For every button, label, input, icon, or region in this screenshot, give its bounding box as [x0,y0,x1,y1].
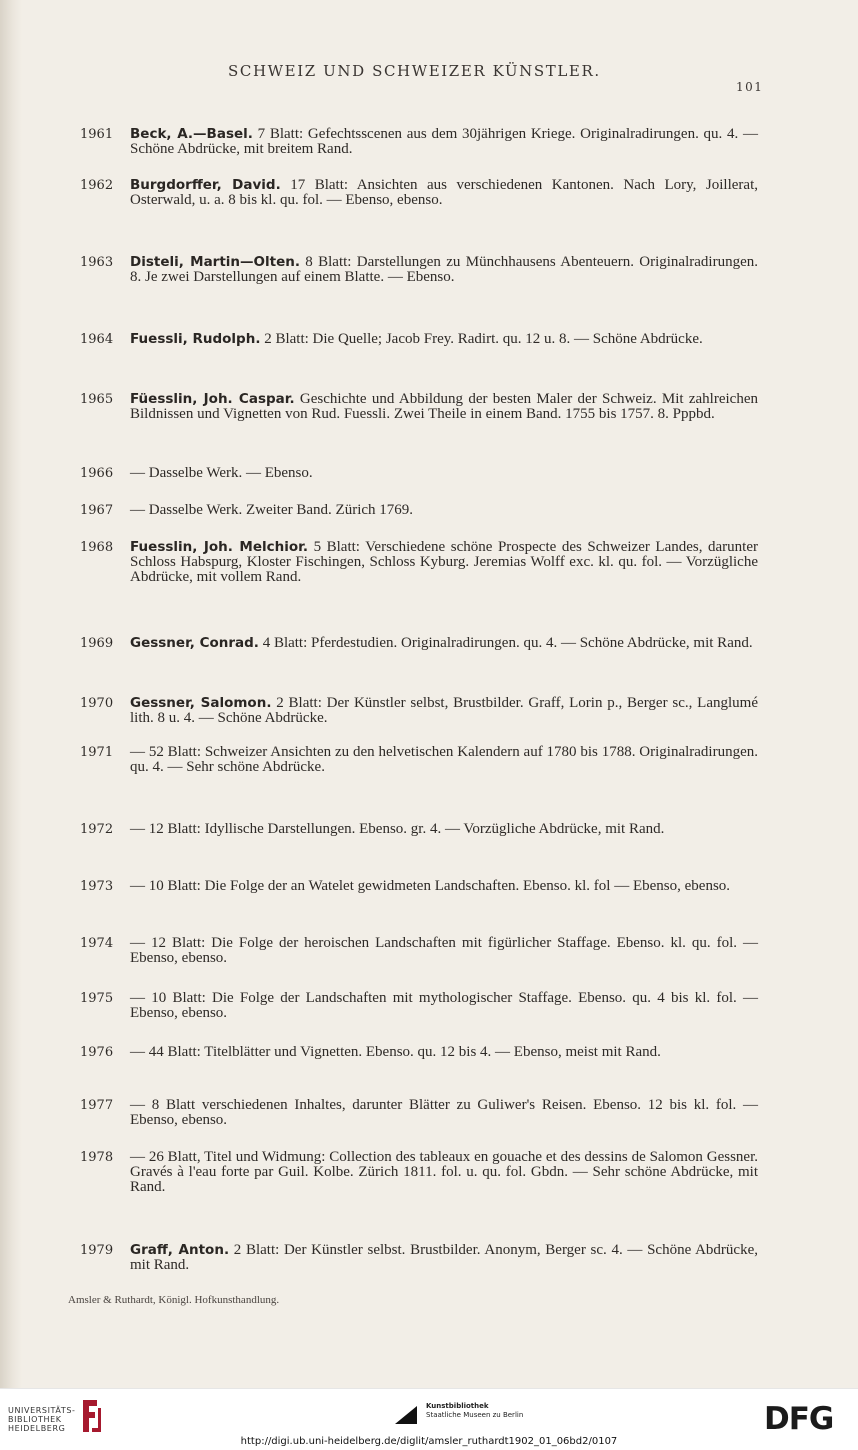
entry-name: Gessner, Salomon. [130,695,272,711]
entry-text [130,178,758,208]
entry-number: 1977 [80,1098,114,1113]
entry-name: Füesslin, Joh. Caspar. [130,391,295,407]
dfg-logo: DFG [764,1401,834,1437]
entry-number: 1974 [80,936,114,951]
entry-number: 1964 [80,332,114,347]
entry-description: 2 Blatt: Die Quelle; Jacob Frey. Radirt. qu. 12 u. 8. — Schöne Abdrücke. [260,331,703,347]
entry-description: 8 Blatt: Darstellungen zu Münchhausens Abenteuern. Originalradirungen. 8. Je zwei Darstellungen auf einem Blatte. — Ebenso. [130,254,758,285]
entry-text [130,822,758,837]
entry-description: — 44 Blatt: Titelblätter und Vignetten. Ebenso. qu. 12 bis 4. — Ebenso, meist mit Rand. [130,1044,661,1060]
entry-description: — 10 Blatt: Die Folge der Landschaften mit mythologischer Staffage. Ebenso. qu. 4 bis kl. fol. — Ebenso, ebenso. [130,990,758,1021]
entry-number: 1971 [80,745,114,760]
entry-number: 1978 [80,1150,114,1165]
running-header [0,62,858,94]
entry-text [130,1098,758,1128]
entry-text [130,745,758,775]
entry-text [130,991,758,1021]
entry-text [130,255,758,285]
entry-number: 1975 [80,991,114,1006]
entry-number: 1969 [80,636,114,651]
entry-name: Gessner, Conrad. [130,635,259,651]
entry-text [130,879,758,894]
entry-text [130,466,758,481]
entry-text [130,127,758,157]
entry-number: 1966 [80,466,114,481]
running-title: SCHWEIZ UND SCHWEIZER KÜNSTLER. [228,62,601,80]
entry-description: — 8 Blatt verschiedenen Inhaltes, darunter Blätter zu Guliwer's Reisen. Ebenso. 12 bis kl. fol. — Ebenso, ebenso. [130,1097,758,1128]
entry-description: 4 Blatt: Pferdestudien. Originalradirungen. qu. 4. — Schöne Abdrücke, mit Rand. [258,635,753,651]
entry-description: — 12 Blatt: Die Folge der heroischen Landschaften mit figürlicher Staffage. Ebenso. kl. qu. fol. — Ebenso, ebenso. [130,935,758,966]
entry-text [130,540,758,585]
university-logo-icon [80,1398,102,1434]
entry-description: 17 Blatt: Ansichten aus verschiedenen Kantonen. Nach Lory, Joillerat, Osterwald, u. a. 8 bis kl. qu. fol. — Ebenso, ebenso. [130,177,758,208]
entry-name: Fuesslin, Joh. Melchior. [130,539,309,555]
entry-number: 1965 [80,392,114,407]
kb-subtitle: Staatliche Museen zu Berlin [426,1411,524,1419]
kunstbibliothek-logo-icon [393,1404,419,1426]
entry-name: Fuessli, Rudolph. [130,331,261,347]
entry-text [130,392,758,422]
page-spine-shadow [0,0,22,1388]
university-line: UNIVERSITÄTS- [8,1406,76,1415]
entry-description: 5 Blatt: Verschiedene schöne Prospecte des Schweizer Landes, darunter Schloss Habspurg, Kloster Fischingen, Schloss Kyburg. Jeremias Wolff exc. kl. qu. fol. — Vorzügliche Abdrücke, mit vollem Rand. [130,539,758,585]
entry-number: 1962 [80,178,114,193]
entry-name: Beck, A.—Basel. [130,126,253,142]
entry-number: 1970 [80,696,114,711]
entry-number: 1961 [80,127,114,142]
entry-description: Geschichte und Abbildung der besten Maler der Schweiz. Mit zahlreichen Bildnissen und Vignetten von Rud. Fuessli. Zwei Theile in einem Band. 1755 bis 1757. 8. Pppbd. [130,391,758,422]
entry-description: — 10 Blatt: Die Folge der an Watelet gewidmeten Landschaften. Ebenso. kl. fol — Ebenso, ebenso. [130,878,731,894]
entry-number: 1976 [80,1045,114,1060]
entry-name: Disteli, Martin—Olten. [130,254,300,270]
publisher-footer: Amsler & Ruthardt, Königl. Hofkunsthandlung. [68,1294,280,1306]
entry-text [130,636,758,651]
entry-text [130,1045,758,1060]
entry-text [130,1150,758,1195]
entry-description: — 26 Blatt, Titel und Widmung: Collection des tableaux en gouache et des dessins de Salomon Gessner. Gravés à l'eau forte par Guil. Kolbe. Zürich 1811. fol. u. qu. fol. Gbdn. — Sehr schöne Abdrücke, mit Rand. [130,1149,758,1195]
entry-description: 2 Blatt: Der Künstler selbst, Brustbilder. Graff, Lorin p., Berger sc., Langlumé lith. 8 u. 4. — Schöne Abdrücke. [130,695,758,726]
kunstbibliothek-label [426,1402,523,1420]
entry-name: Burgdorffer, David. [130,177,281,193]
entry-text [130,696,758,726]
entry-description: — Dasselbe Werk. — Ebenso. [130,465,313,481]
entry-description: — Dasselbe Werk. Zweiter Band. Zürich 1769. [130,502,414,518]
entry-number: 1972 [80,822,114,837]
entry-description: — 12 Blatt: Idyllische Darstellungen. Ebenso. gr. 4. — Vorzügliche Abdrücke, mit Rand. [130,821,665,837]
entry-text [130,1243,758,1273]
entry-number: 1968 [80,540,114,555]
entry-number: 1973 [80,879,114,894]
entry-text [130,332,758,347]
entry-description: 2 Blatt: Der Künstler selbst. Brustbilder. Anonym, Berger sc. 4. — Schöne Abdrücke, mit Rand. [130,1242,758,1273]
entry-description: 7 Blatt: Gefechtsscenen aus dem 30jährigen Kriege. Originalradirungen. qu. 4. — Schöne Abdrücke, mit breitem Rand. [130,126,758,157]
source-url[interactable]: http://digi.ub.uni-heidelberg.de/diglit/amsler_ruthardt1902_01_06bd2/0107 [240,1436,618,1447]
kb-title: Kunstbibliothek [426,1402,489,1410]
university-library-name [8,1406,76,1433]
entry-number: 1979 [80,1243,114,1258]
entry-name: Graff, Anton. [130,1242,230,1258]
entry-text [130,503,758,518]
entry-text [130,936,758,966]
entry-number: 1967 [80,503,114,518]
university-line: HEIDELBERG [8,1424,66,1433]
entry-description: — 52 Blatt: Schweizer Ansichten zu den helvetischen Kalendern auf 1780 bis 1788. Originalradirungen. qu. 4. — Sehr schöne Abdrücke. [130,744,758,775]
entry-number: 1963 [80,255,114,270]
university-line: BIBLIOTHEK [8,1415,62,1424]
page-number: 101 [736,80,764,94]
